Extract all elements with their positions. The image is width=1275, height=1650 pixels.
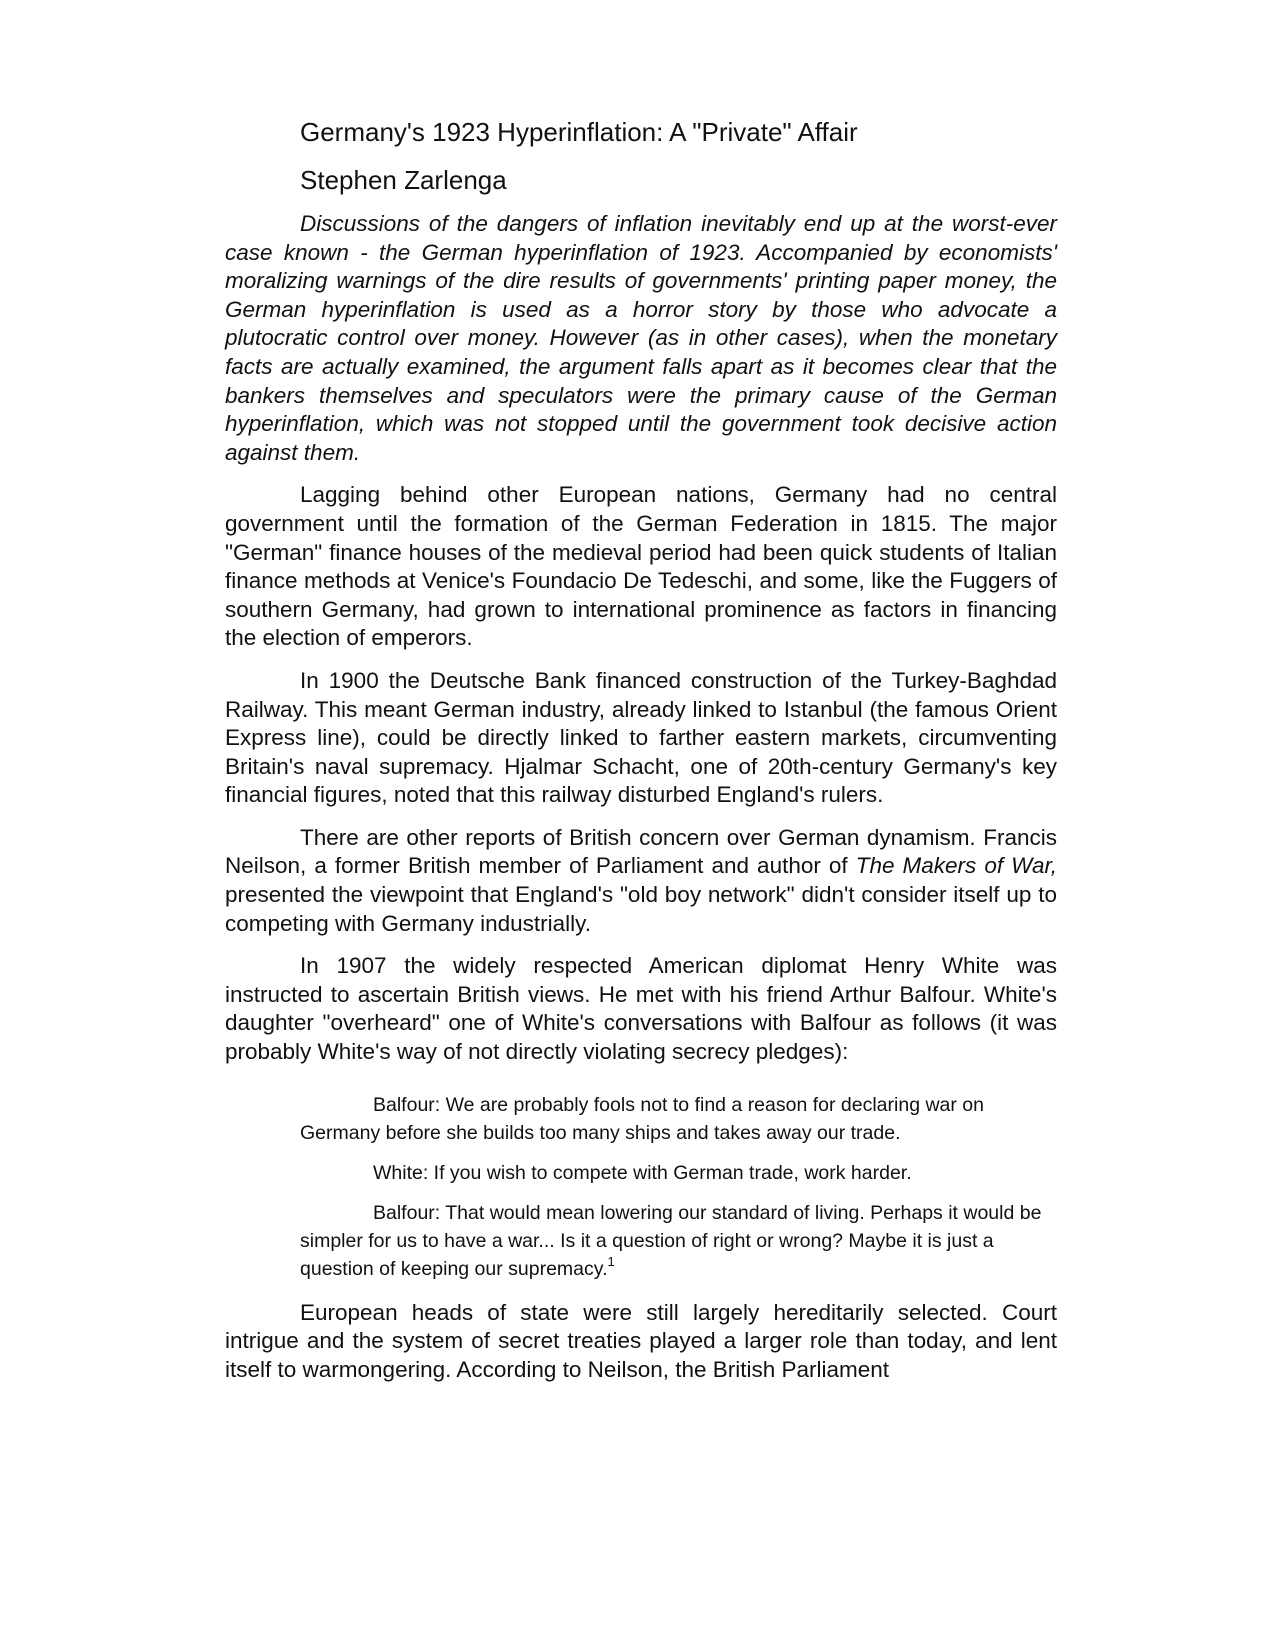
block-quote: [300, 1091, 1052, 1283]
document-title: Germany's 1923 Hyperinflation: A "Private" Affair: [300, 117, 858, 147]
paragraph-text: presented the viewpoint that England's "old boy network" didn't consider itself up to competing with Germany industrially.: [225, 882, 1057, 936]
body-paragraph-henry-white: In 1907 the widely respected American diplomat Henry White was instructed to ascertain British views. He met with his friend Arthur Balfour. White's daughter "overheard" one of White's conversations with Balfour as follows (it was probably White's way of not directly violating secrecy pledges):: [225, 953, 1057, 1065]
quote-line-balfour-reply: [300, 1199, 1052, 1283]
document-page: [225, 112, 1057, 1384]
body-paragraph-heads-of-state: European heads of state were still largely hereditarily selected. Court intrigue and the system of secret treaties played a larger role than today, and lent itself to warmongering. According to Neilson, the British Parliament: [225, 1299, 1057, 1382]
body-paragraph-germany-history: Lagging behind other European nations, Germany had no central government until the formation of the German Federation in 1815. The major "German" finance houses of the medieval period had been quick students of Italian finance methods at Venice's Foundacio De Tedeschi, and some, like the Fuggers of southern Germany, had grown to international prominence as factors in financing the election of emperors.: [225, 482, 1057, 651]
quote-text: Balfour: That would mean lowering our standard of living. Perhaps it would be simpler for us to have a war... Is it a question of right or wrong? Maybe it is just a question of keeping our supremacy.: [300, 1201, 1042, 1280]
footnote-marker[interactable]: 1: [607, 1253, 615, 1269]
book-title: The Makers of War,: [855, 853, 1057, 879]
paragraph-text: There are other reports of British concern over German dynamism. Francis Neilson, a former British member of Parliament and author of: [225, 824, 1057, 879]
document-author: Stephen Zarlenga: [300, 165, 507, 195]
quote-line-balfour: Balfour: We are probably fools not to find a reason for declaring war on Germany before she builds too many ships and takes away our trade.: [300, 1093, 984, 1144]
body-paragraph-british-concern: [225, 824, 1057, 938]
quote-line-white: White: If you wish to compete with German trade, work harder.: [373, 1161, 912, 1184]
abstract-paragraph: Discussions of the dangers of inflation inevitably end up at the worst-ever case known - the German hyperinflation of 1923. Accompanied by economists' moralizing warnings of the dire results of governments' printing paper money, the German hyperinflation is used as a horror story by those who advocate a plutocratic control over money. However (as in other cases), when the monetary facts are actually examined, the argument falls apart as it becomes clear that the bankers themselves and speculators were the primary cause of the German hyperinflation, which was not stopped until the government took decisive action against them.: [225, 211, 1057, 465]
body-paragraph-baghdad-railway: In 1900 the Deutsche Bank financed construction of the Turkey-Baghdad Railway. This meant German industry, already linked to Istanbul (the famous Orient Express line), could be directly linked to farther eastern markets, circumventing Britain's naval supremacy. Hjalmar Schacht, one of 20th-century Germany's key financial figures, noted that this railway disturbed England's rulers.: [225, 667, 1057, 808]
